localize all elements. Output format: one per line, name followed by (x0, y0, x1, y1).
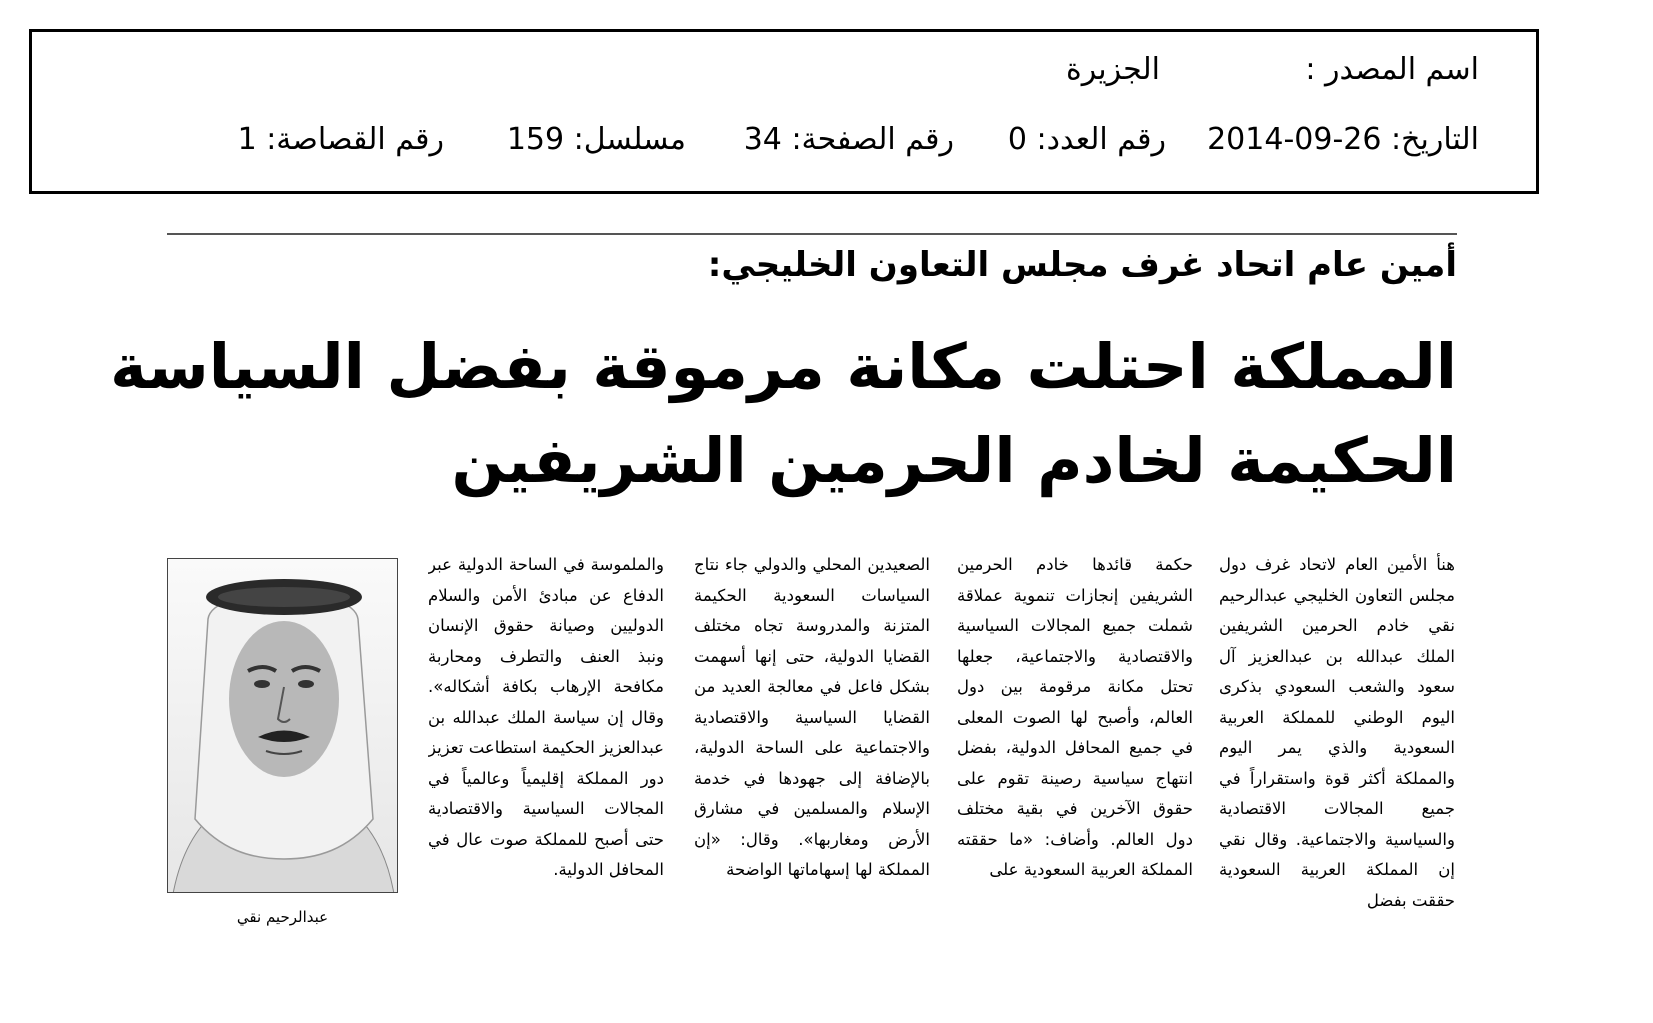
page-field: رقم الصفحة: 34 (743, 122, 954, 157)
article-column-1: هنأ الأمين العام لاتحاد غرف دول مجلس التعاون الخليجي عبدالرحيم نقي خادم الحرمين الشريفين الملك عبدالله بن عبدالعزيز آل سعود والشعب السعودي بذكرى اليوم الوطني للمملكة العربية السعودية والذي يمر اليوم والمملكة أكثر قوة واستقراراً في جميع المجالات الاقتصادية والسياسية والاجتماعية. وقال نقي إن المملكة العربية السعودية حققت بفضل (1219, 555, 1455, 910)
article-headline (110, 320, 1457, 508)
headline-line-1: المملكة احتلت مكانة مرموقة بفضل السياسة (110, 330, 1457, 403)
article-column-4: والملموسة في الساحة الدولية عبر الدفاع عن مبادئ الأمن والسلام الدوليين وصيانة حقوق الإنسان ونبذ العنف والتطرف ومحاربة مكافحة الإرهاب بكافة أشكاله». وقال إن سياسة الملك عبدالله بن عبدالعزيز الحكيمة استطاعت تعزيز دور المملكة إقليمياً وعالمياً في المجالات السياسية والاقتصادية حتى أصبح للمملكة صوت عال في المحافل الدولية. (428, 555, 664, 879)
article-column-3: الصعيدين المحلي والدولي جاء نتاج السياسات السعودية الحكيمة المتزنة والمدروسة تجاه مختلف القضايا الدولية، حتى إنها أسهمت بشكل فاعل في معالجة العديد من القضايا السياسية والاقتصادية والاجتماعية على الساحة الدولية، بالإضافة إلى جهودها في خدمة الإسلام والمسلمين في مشارق الأرض ومغاربها». وقال: «إن المملكة لها إسهاماتها الواضحة (694, 555, 930, 879)
divider-line (167, 233, 1457, 235)
headline-line-2: الحكيمة لخادم الحرمين الشريفين (451, 424, 1457, 497)
issue-field: رقم العدد: 0 (1007, 122, 1166, 157)
portrait-photo (167, 558, 398, 893)
date-field: التاريخ: 26-09-2014 (1207, 122, 1479, 157)
portrait-figure (168, 559, 398, 893)
source-info-box (29, 29, 1539, 194)
serial-field: مسلسل: 159 (506, 122, 686, 157)
source-label: اسم المصدر : (1305, 52, 1479, 87)
article-kicker: أمين عام اتحاد غرف مجلس التعاون الخليجي: (707, 245, 1457, 285)
source-value: الجزيرة (1065, 52, 1160, 87)
article-column-2: حكمة قائدها خادم الحرمين الشريفين إنجازات تنموية عملاقة شملت جميع المجالات السياسية والاقتصادية والاجتماعية، جعلها تحتل مكانة مرقومة بين دول العالم، وأصبح لها الصوت المعلى في جميع المحافل الدولية، بفضل انتهاج سياسية رصينة تقوم على حقوق الآخرين في بقية مختلف دول العالم. وأضاف: «ما حققته المملكة العربية السعودية على (957, 555, 1193, 879)
photo-caption: عبدالرحيم نقي (236, 908, 329, 926)
clip-field: رقم القصاصة: 1 (237, 122, 444, 157)
